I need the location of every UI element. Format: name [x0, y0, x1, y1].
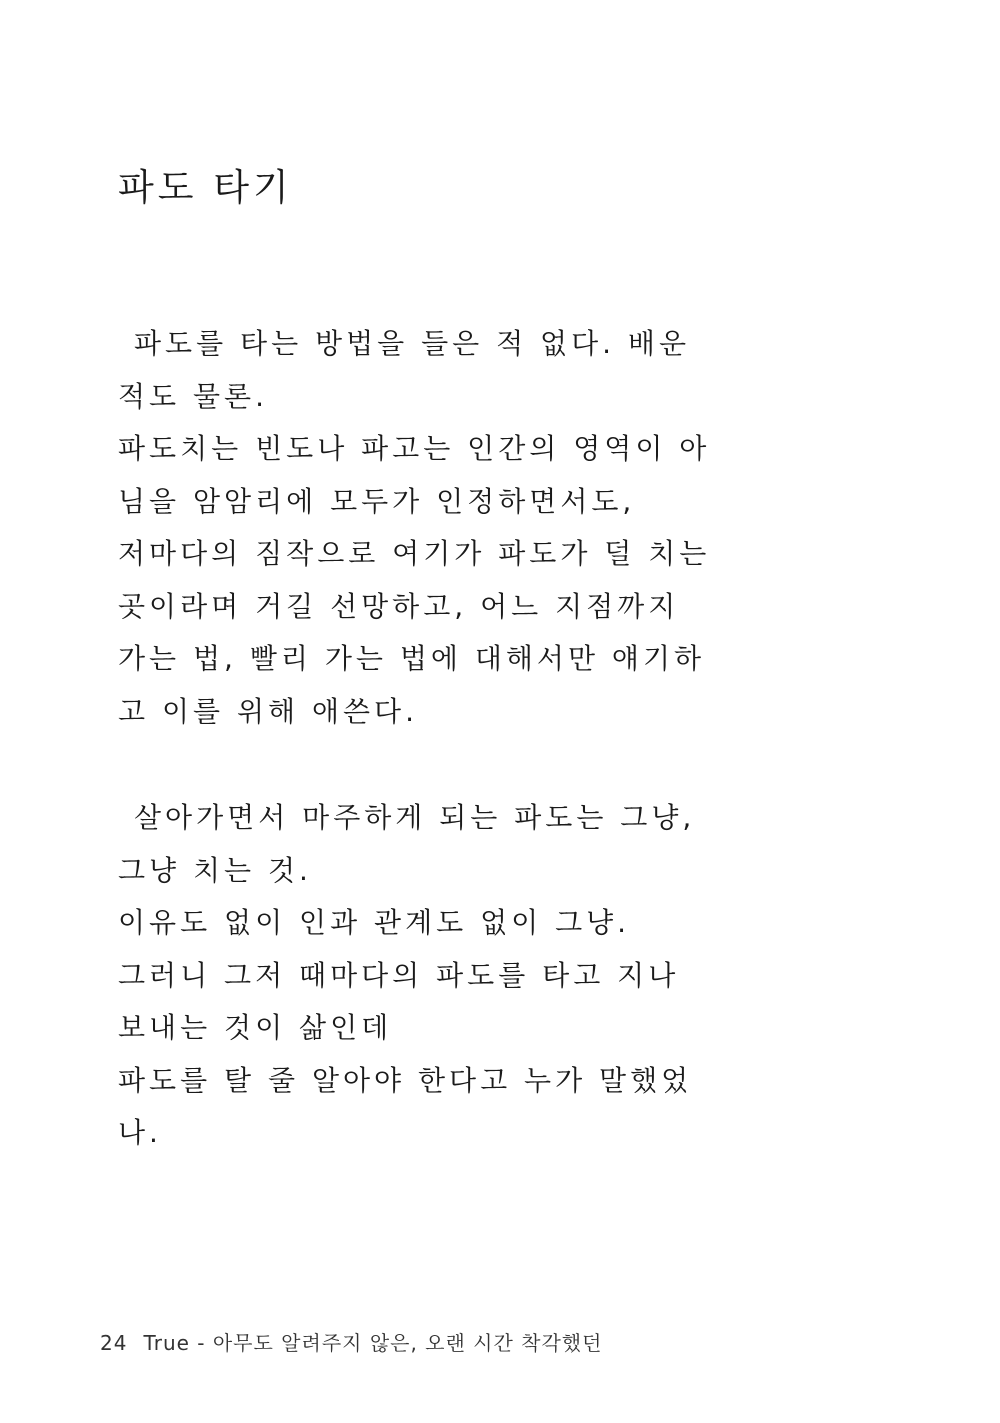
page-number: 24 [100, 1331, 128, 1355]
text-line: 파도를 탈 줄 알아야 한다고 누가 말했었 [118, 1063, 693, 1097]
text-line: 이유도 없이 인과 관계도 없이 그냥. [118, 906, 631, 939]
text-line: 살아가면서 마주하게 되는 파도는 그냥, [134, 801, 696, 834]
text-line: 고 이를 위해 애쓴다. [118, 694, 418, 728]
text-line: 적도 물론. [118, 379, 268, 413]
text-line: 곳이라며 거길 선망하고, 어느 지점까지 [118, 589, 680, 623]
paragraph-2 [118, 792, 738, 1160]
text-line: 파도를 타는 방법을 들은 적 없다. 배운 [134, 327, 691, 360]
paragraph-1 [118, 318, 738, 738]
text-line: 그러니 그저 때마다의 파도를 타고 지나 [118, 958, 680, 992]
text-line: 보내는 것이 삶인데 [118, 1011, 393, 1044]
text-line: 님을 암암리에 모두가 인정하면서도, [118, 484, 636, 518]
page-footer [100, 1328, 602, 1358]
running-title: True - 아무도 알려주지 않은, 오랜 시간 착각했던 [143, 1331, 603, 1355]
text-line: 파도치는 빈도나 파고는 인간의 영역이 아 [118, 432, 711, 465]
page-title: 파도 타기 [118, 166, 293, 209]
text-line: 가는 법, 빨리 가는 법에 대해서만 얘기하 [118, 642, 706, 675]
text-line: 저마다의 짐작으로 여기가 파도가 덜 치는 [118, 537, 711, 570]
text-line: 나. [118, 1116, 162, 1149]
text-line: 그냥 치는 것. [118, 853, 312, 887]
